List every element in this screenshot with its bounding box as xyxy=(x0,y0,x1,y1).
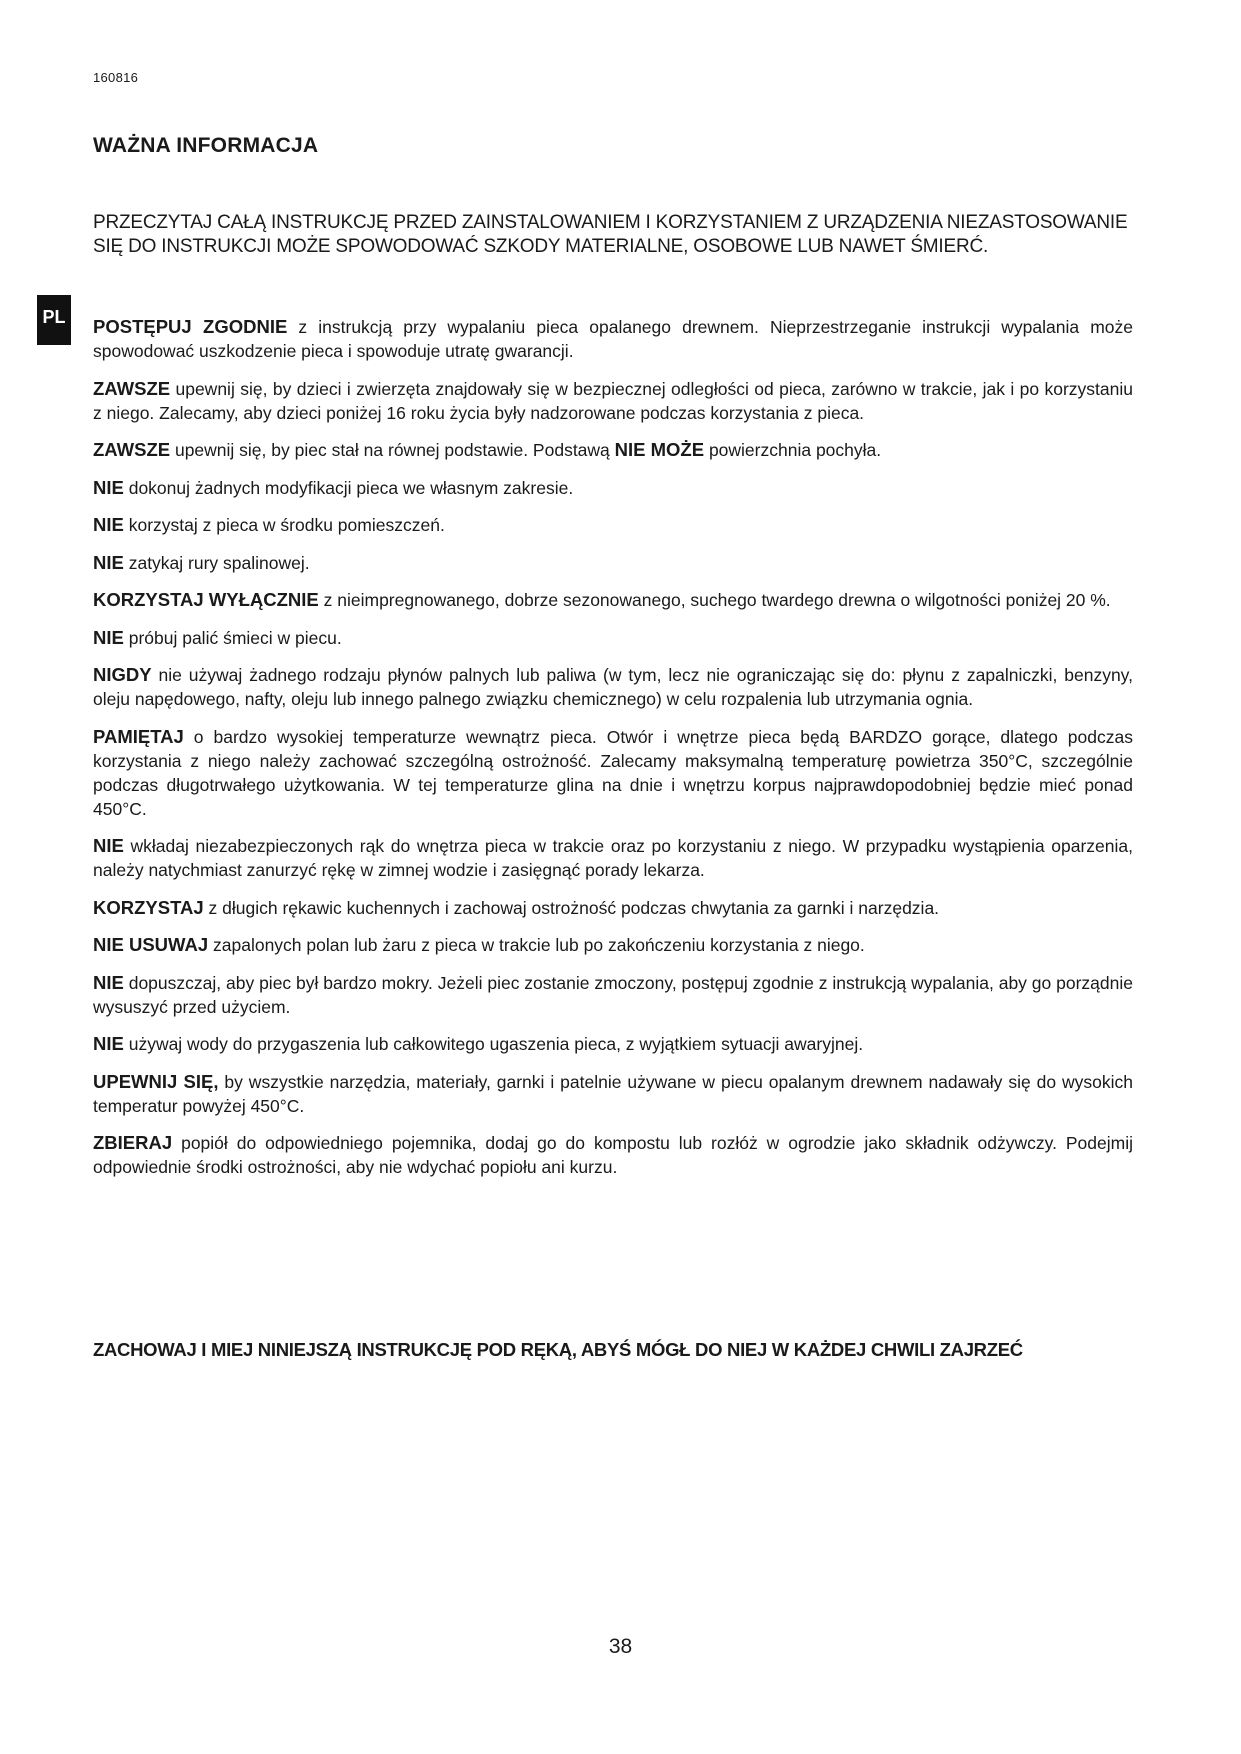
rule-keyword: NIE xyxy=(93,476,124,498)
safety-rule xyxy=(93,588,1133,612)
rule-keyword: ZAWSZE xyxy=(93,377,171,399)
rule-text: używaj wody do przygaszenia lub całkowitego ugaszenia pieca, z wyjątkiem sytuacji awaryjnej. xyxy=(123,1034,864,1054)
rule-keyword: POSTĘPUJ ZGODNIE xyxy=(93,316,288,337)
rule-keyword: NIE USUWAJ xyxy=(93,934,209,955)
rule-text: z instrukcją przy wypalaniu pieca opalanego drewnem. Nieprzestrzeganie instrukcji wypalania może spowodować uszkodzenie pieca i spowoduje utratę gwarancji. xyxy=(93,317,1133,361)
rule-text: nie używaj żadnego rodzaju płynów palnych lub paliwa (w tym, lecz nie ograniczając się do: płynu z zapalniczki, benzyny, oleju napędowego, nafty, oleju lub innego palnego związku chemicznego) w celu rozpalenia lub utrzymania ognia. xyxy=(93,665,1133,709)
document-code: 160816 xyxy=(93,70,139,85)
page-title: WAŻNA INFORMACJA xyxy=(93,134,319,157)
rule-text: o bardzo wysokiej temperaturze wewnątrz pieca. Otwór i wnętrze pieca będą BARDZO gorące, dlatego podczas korzystania z niego należy zachować szczególną ostrożność. Zalecamy maksymalną temperaturę powietrza 350°C, szczególnie podczas długotrwałego użytkowania. W tej temperaturze glina na dnie i wnętrzu korpus najprawdopodobniej będzie mieć ponad 450°C. xyxy=(93,726,1133,819)
safety-rule xyxy=(93,513,1133,537)
safety-rule xyxy=(93,725,1133,821)
intro-warning: PRZECZYTAJ CAŁĄ INSTRUKCJĘ PRZED ZAINSTALOWANIEM I KORZYSTANIEM Z URZĄDZENIA NIEZASTOSOWANIE SIĘ DO INSTRUKCJI MOŻE SPOWODOWAĆ SZKODY MATERIALNE, OSOBOWE LUB NAWET ŚMIERĆ. xyxy=(93,212,1128,257)
rule-keyword: ZBIERAJ xyxy=(93,1132,173,1153)
rule-keyword: NIE xyxy=(93,551,124,573)
safety-rule xyxy=(93,438,1133,462)
rule-keyword: KORZYSTAJ WYŁĄCZNIE xyxy=(93,589,319,610)
rule-text: upewnij się, by piec stał na równej podstawie. Podstawą xyxy=(170,440,615,460)
safety-rule xyxy=(93,377,1133,425)
rule-keyword: NIGDY xyxy=(93,664,152,685)
rule-keyword: NIE xyxy=(93,835,124,856)
safety-rule xyxy=(93,551,1133,575)
rule-text: z długich rękawic kuchennych i zachowaj ostrożność podczas chwytania za garnki i narzędzia. xyxy=(203,897,940,918)
rule-text: próbuj palić śmieci w piecu. xyxy=(123,627,342,648)
rule-text: popiół do odpowiedniego pojemnika, dodaj go do kompostu lub rozłóż w ogrodzie jako składnik odżywczy. Podejmij odpowiednie środki ostrożności, aby nie wdychać popiołu ani kurzu. xyxy=(93,1133,1133,1177)
safety-rule xyxy=(93,971,1133,1019)
rule-text: by wszystkie narzędzia, materiały, garnki i patelnie używane w piecu opalanym drewnem nadawały się do wysokich temperatur powyżej 450°C. xyxy=(93,1071,1133,1116)
rule-text: z nieimpregnowanego, dobrze sezonowanego, suchego twardego drewna o wilgotności poniżej 20 %. xyxy=(318,590,1111,610)
safety-rules-list xyxy=(93,315,1133,1193)
safety-rule xyxy=(93,834,1133,882)
rule-text: upewnij się, by dzieci i zwierzęta znajdowały się w bezpiecznej odległości od pieca, zarówno w trakcie, jak i po korzystaniu z niego. Zalecamy, aby dzieci poniżej 16 roku życia były nadzorowane podczas korzystania z pieca. xyxy=(93,378,1133,423)
safety-rule xyxy=(93,626,1133,650)
rule-text: zapalonych polan lub żaru z pieca w trakcie lub po zakończeniu korzystania z niego. xyxy=(208,935,865,955)
safety-rule xyxy=(93,933,1133,957)
rule-text: powierzchnia pochyła. xyxy=(704,440,882,460)
rule-text: dopuszczaj, aby piec był bardzo mokry. Jeżeli piec zostanie zmoczony, postępuj zgodnie z instrukcją wypalania, aby go porządnie wysuszyć przed użyciem. xyxy=(93,972,1133,1017)
rule-text: zatykaj rury spalinowej. xyxy=(123,552,310,573)
rule-keyword: NIE xyxy=(93,1033,124,1054)
rule-text: dokonuj żadnych modyfikacji pieca we własnym zakresie. xyxy=(123,477,574,498)
rule-keyword: NIE MOŻE xyxy=(614,439,705,460)
safety-rule xyxy=(93,1032,1133,1056)
rule-text: korzystaj z pieca w środku pomieszczeń. xyxy=(123,515,445,535)
safety-rule xyxy=(93,1070,1133,1118)
rule-keyword: NIE xyxy=(93,514,124,535)
rule-keyword: ZAWSZE xyxy=(93,439,171,460)
language-tab: PL xyxy=(37,295,71,345)
rule-keyword: UPEWNIJ SIĘ, xyxy=(93,1070,219,1092)
rule-keyword: NIE xyxy=(93,971,124,993)
safety-rule xyxy=(93,663,1133,711)
safety-rule xyxy=(93,315,1133,363)
page-number: 38 xyxy=(608,1635,633,1658)
footer-note: ZACHOWAJ I MIEJ NINIEJSZĄ INSTRUKCJĘ POD RĘKĄ, ABYŚ MÓGŁ DO NIEJ W KAŻDEJ CHWILI ZAJRZEĆ xyxy=(93,1339,1023,1360)
safety-rule xyxy=(93,896,1133,920)
safety-rule xyxy=(93,476,1133,500)
rule-keyword: NIE xyxy=(93,626,124,648)
rule-text: wkładaj niezabezpieczonych rąk do wnętrza pieca w trakcie oraz po korzystaniu z niego. W przypadku wystąpienia oparzenia, należy natychmiast zanurzyć rękę w zimnej wodzie i zasięgnąć porady lekarza. xyxy=(93,836,1133,880)
rule-keyword: PAMIĘTAJ xyxy=(93,725,184,747)
rule-keyword: KORZYSTAJ xyxy=(93,896,204,918)
safety-rule xyxy=(93,1131,1133,1179)
